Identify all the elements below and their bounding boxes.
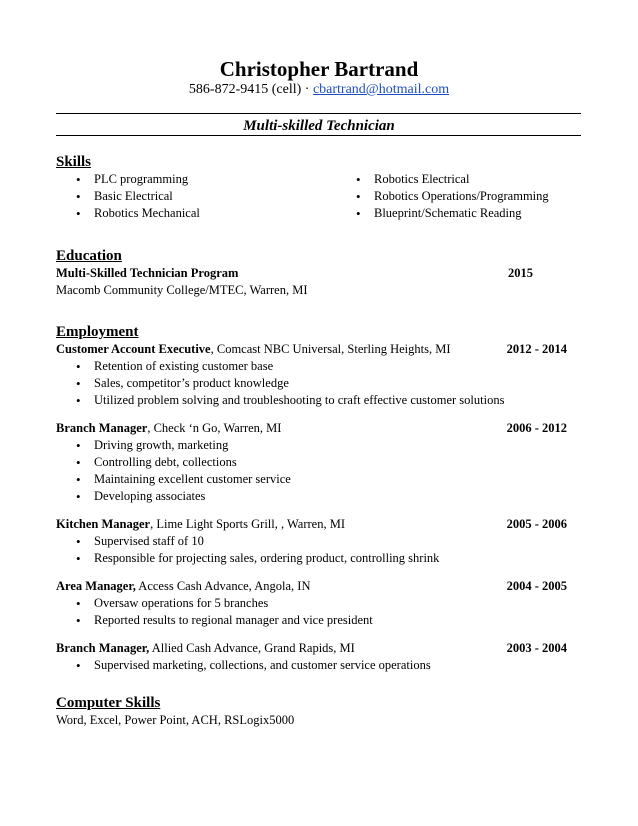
job-bullet: • Responsible for projecting sales, ordering product, controlling shrink (56, 550, 581, 567)
skills-columns (56, 171, 581, 223)
skill-item: • Robotics Operations/Programming (336, 188, 549, 205)
skills-left-list (56, 171, 200, 222)
job-bullet: • Supervised staff of 10 (56, 533, 581, 550)
job-org: , Comcast NBC Universal, Sterling Heights, MI (210, 342, 451, 356)
job-bullet: • Sales, competitor’s product knowledge (56, 375, 581, 392)
job-org: , Check ‘n Go, Warren, MI (147, 421, 282, 435)
job-header (56, 341, 581, 358)
job-entry (56, 640, 581, 674)
job-bullets (56, 533, 581, 567)
job-bullet: • Maintaining excellent customer service (56, 471, 581, 488)
job-header (56, 420, 581, 437)
job-dates: 2004 - 2005 (506, 579, 567, 593)
skills-section (56, 153, 581, 223)
job-org: Access Cash Advance, Angola, IN (135, 579, 311, 593)
job-dates: 2006 - 2012 (506, 421, 567, 435)
employment-section (56, 323, 581, 674)
job-header (56, 516, 581, 533)
school-name: Macomb Community College/MTEC, Warren, MI (56, 283, 308, 297)
job-dates: 2005 - 2006 (506, 517, 567, 531)
top-rule (56, 113, 581, 114)
job-org: , Lime Light Sports Grill, , Warren, MI (150, 517, 346, 531)
phone-text: 586-872-9415 (cell) · (188, 82, 313, 97)
skill-item: • Blueprint/Schematic Reading (336, 205, 549, 222)
job-header (56, 640, 581, 657)
skills-heading: Skills (56, 154, 92, 170)
job-header (56, 578, 581, 595)
job-bullets (56, 358, 581, 409)
job-role: Kitchen Manager (56, 517, 151, 531)
job-role: Branch Manager, (56, 641, 150, 655)
job-entry (56, 341, 581, 409)
job-role: Customer Account Executive (56, 342, 211, 356)
computer-skills-section (56, 694, 581, 729)
job-role: Area Manager, (56, 579, 136, 593)
job-dates: 2012 - 2014 (506, 342, 567, 356)
bottom-rule (56, 135, 581, 136)
employment-heading: Employment (56, 324, 139, 340)
job-bullet: • Controlling debt, collections (56, 454, 581, 471)
job-entry (56, 516, 581, 567)
education-year: 2015 (508, 266, 533, 280)
job-dates: 2003 - 2004 (506, 641, 567, 655)
contact-line (0, 81, 638, 99)
skill-item: • Basic Electrical (56, 188, 200, 205)
education-entry (56, 265, 581, 282)
education-section (56, 247, 581, 299)
skill-item: • PLC programming (56, 171, 200, 188)
job-bullet: • Developing associates (56, 488, 581, 505)
job-bullet: • Driving growth, marketing (56, 437, 581, 454)
education-heading: Education (56, 248, 122, 264)
email-link[interactable]: cbartrand@hotmail.com (312, 82, 450, 97)
candidate-name: Christopher Bartrand (219, 57, 419, 81)
job-bullets (56, 437, 581, 505)
job-bullets (56, 657, 581, 674)
job-bullet: • Supervised marketing, collections, and customer service operations (56, 657, 581, 674)
skill-item: • Robotics Mechanical (56, 205, 200, 222)
computer-skills-text: Word, Excel, Power Point, ACH, RSLogix5000 (56, 713, 295, 727)
job-entry (56, 578, 581, 629)
job-org: Allied Cash Advance, Grand Rapids, MI (149, 641, 355, 655)
tagline: Multi-skilled Technician (243, 118, 395, 134)
job-bullet: • Retention of existing customer base (56, 358, 581, 375)
skills-right-list (336, 171, 549, 222)
job-role: Branch Manager (56, 421, 148, 435)
program-name: Multi-Skilled Technician Program (56, 266, 239, 280)
job-bullet: • Reported results to regional manager and vice president (56, 612, 581, 629)
job-bullet: • Utilized problem solving and troubleshooting to craft effective customer solutions (56, 392, 581, 409)
skill-item: • Robotics Electrical (336, 171, 549, 188)
computer-skills-heading: Computer Skills (56, 695, 161, 711)
job-entry (56, 420, 581, 505)
job-bullet: • Oversaw operations for 5 branches (56, 595, 581, 612)
job-bullets (56, 595, 581, 629)
